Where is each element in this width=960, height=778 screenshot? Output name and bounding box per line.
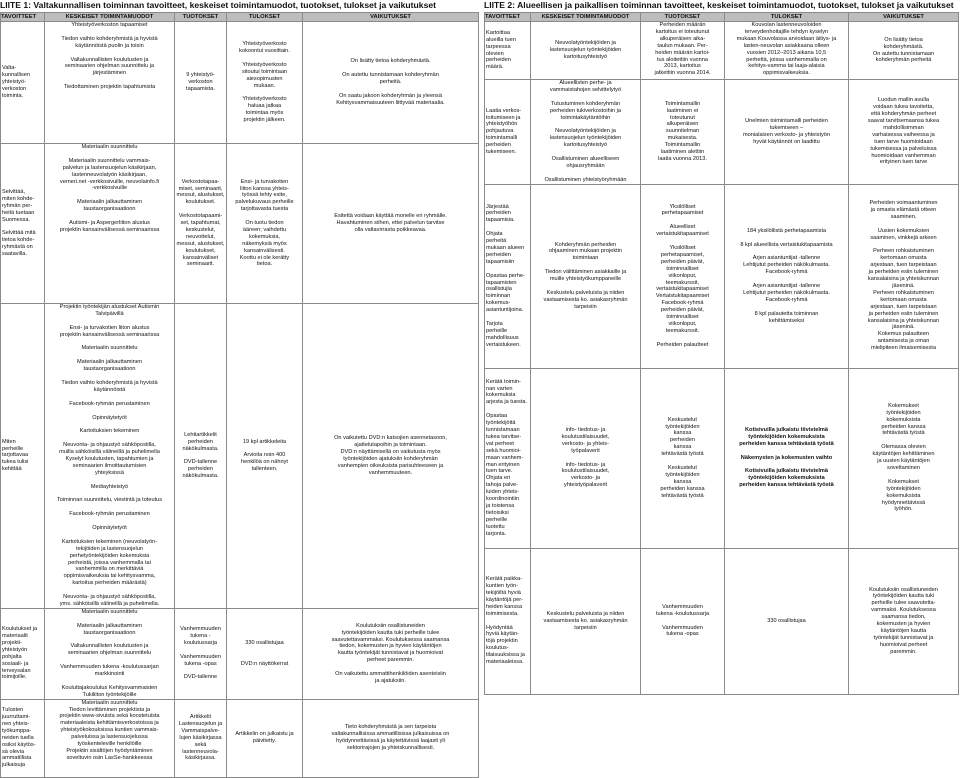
tulos-cell: 19 kpl artikkeleita Arvioita noin 400 henkilöä on nähnyt tallenteen. bbox=[227, 304, 303, 609]
table-row bbox=[1, 608, 479, 699]
toiminta-cell: Materiaalin suunnittelu Materiaalin suunnittelu vammais- palvelun ja lastensuojelun käsikirjaan, lastenneuvolatyön käsikirjaan, verneri.net -verkkosivuille, neuvolainfo.fi -verkkosivuille Materiaalin jalkauttaminen taustaorganisaatioon Autismi- ja Aspergerliiton alustus projektin kansainvälisessä seminaarissa bbox=[45, 144, 175, 304]
tavoite-cell: Järjestää perheiden tapaamisia. Ohjata perheitä mukaan alueen perheiden tapaamisiin Opastaa perhe- tapaamisten osallistujia toiminnan kokemus- asiantuntijoina. Tarjota perheille mahdollisuus vertaistukeen. bbox=[485, 184, 531, 368]
vaikutus-cell: Koulutuksiin osallistuneiden työntekijöiden kautta tuki perheille tulee saavutetta- vammaksi. Koulutuksessa saamansa tiedon, kokemusten ja hyvien käytäntöjen kautta työntekijät tunnistavat ja huomioivat perheet paremmin. bbox=[849, 548, 959, 694]
table-row bbox=[485, 368, 959, 548]
header-tulokset: TULOKSET bbox=[227, 13, 303, 22]
table-row bbox=[485, 22, 959, 80]
header-tavoitteet: TAVOITTEET bbox=[1, 13, 45, 22]
tuotos-cell: Yksilölliset perhetapaamiset Alueelliset vertaistukitapaamiset Yksilölliset perhetapaamiset, perheiden päivät, toiminnalliset viikonloput, teemakurssit, vertaistukitapaamiset Vertaistukitapaamiset Facebook-ryhmä perheiden päivät, toiminnalliset viikonloput, teemakurssit. Perheiden palautteet bbox=[641, 184, 725, 368]
toiminta-cell: Yhteistyöverkoston tapaamiset Tiedon vaihto kohderyhmistä ja hyvistä käytännöistä puolin ja toisin Valtakunnallisten koulutusten ja seminaarien ohjelman suunnittelu ja järjestäminen Tiedottaminen projektin tapahtumista bbox=[45, 22, 175, 144]
tavoite-cell: Kartoittaa alueilla tuen tarpeessa olevien perheiden määrä. bbox=[485, 22, 531, 80]
tuotos-cell: Vanhemmuuden tukena -koulutussarja Vanhemmuuden tukena -opas bbox=[641, 548, 725, 694]
header-vaikutukset: VAIKUTUKSET bbox=[303, 13, 479, 22]
appendix-2-title: LIITE 2: Alueellisen ja paikallisen toiminnan tavoitteet, keskeiset toimintamuodot, tuotokset, tulokset ja vaikutukset bbox=[484, 0, 954, 10]
vaikutus-cell: On lisätty tietoa kohderyhmästä. On autettu tunnistamaan kohderyhmän perheitä. On saatu jakoon kohderyhmän ja yleensä Kehitysvammaisuuteen liittyvää materiaalia. bbox=[303, 22, 479, 144]
table-row bbox=[1, 144, 479, 304]
appendix-2 bbox=[484, 0, 958, 695]
vaikutus-cell: Tieto kohderyhmästä ja sen tarpeista valtakunnallisissa ammatillisissa julkaisuissa on hyödynnettävissä ja käytettävissä laajasti yli sektorirajojen ja yhteiskunnallisesti. bbox=[303, 699, 479, 777]
tavoite-cell: Laatia verkos- toitumiseen ja yhteistyöhön pohjautuva toimintamalli perheiden tukemiseen. bbox=[485, 80, 531, 185]
tulos-cell: Kotisivuilla julkaistu tiivistelmä työntekijöiden kokemuksista perheiden kanssa tehtävästä työstä Näkemysten ja kokemusten vaihto Kotisivuilla julkaistu tiivistelmä työntekijöiden kokemuksista perheiden kanssa tehtävästä työstä bbox=[725, 368, 849, 548]
table-row bbox=[1, 304, 479, 609]
header-tuotokset: TUOTOKSET bbox=[175, 13, 227, 22]
tavoite-cell: Kerätä toimin- nan varten kokemuksia arjesta ja tuesta. Opastaa työntekijöitä tunnistamaan tukea tarvitse- vat perheet sekä huomioi- maan vanhem- man erityinen tuen tarve. Ohjata eri tahoja palve- luiden yhteis- koordinointiin ja toistensa tietoisiksi perheille tuotettu tarjonta. bbox=[485, 368, 531, 548]
table-row bbox=[1, 699, 479, 777]
tavoite-cell: Miten perheille tarjottavaa tukea tulisi kehittää bbox=[1, 304, 45, 609]
toiminta-cell: info- tiedotus- ja koulutustilaisuudet, verkosto- ja yhteis- työpalaverit info- tiedotus- ja koulutustilaisuudet, verkosto- ja yhteistyöpalaverit bbox=[531, 368, 641, 548]
tulos-cell: 330 osallistujaa DVD:n näyttökerrat bbox=[227, 608, 303, 699]
tulos-cell: 330 osallistujaa bbox=[725, 548, 849, 694]
vaikutus-cell: Perheiden voimaantuminen ja omasta elämästä otteen saaminen. Uusien kokemuksien saaminen, vinkkejä arkeen Perheen rohkaistuminen kertomaan omasta arjestaan, tuen tarpeistaan ja perheiden esiin tuleminen kansalaisina ja yhteiskunnan jäseninä. Perheen rohkaistuminen kertomaan omasta arjestaan, tuen tarpeistaan ja perheiden esiin tuleminen kansalaisina ja yhteiskunnan jäseninä. Kokemus palautteen antamisesta ja oman mielipiteen ilmaisemisesta bbox=[849, 184, 959, 368]
table-row bbox=[485, 184, 959, 368]
vaikutus-cell: Kokemukset työntekijöiden kokemuksista perheiden kanssa tehtävästä työstä Olemassa olevien käytäntöjen kehittäminen ja uusien käytäntöjen soveltaminen Kokemukset työntekijöiden kokemuksista hyödynnettävissä työhön. bbox=[849, 368, 959, 548]
header-row bbox=[485, 13, 959, 22]
tavoite-cell: Tulosten juurruttami- nen yhteis- työkumppa- neiden tuella osiksi käytös- sä olevia ammatillisia julkaisuja bbox=[1, 699, 45, 777]
toiminta-cell: Keskustelu palveluista ja niiden vastaamisesta ko. asiakasryhmän tarpeisiin bbox=[531, 548, 641, 694]
tulos-cell: Yhteistyöverkosto kokoontui vuosittain. Yhteistyöverkosto sitoutui toimintaan aiesopimusten mukaan. Yhteistyöverkosto haluaa jatkaa toimintaa myös projektin jälkeen. bbox=[227, 22, 303, 144]
tuotos-cell: Vanhemmuuden tukena - koulutussarja Vanhemmuuden tukena -opas DVD-tallenne bbox=[175, 608, 227, 699]
tuotos-cell: Perheiden määrän kartoitus ei toteutunut alkuperäisen aika- taulun mukaan. Per- heiden määrän kartoi- tus aloitettiin vuonna 2013, kartoitus jatkettiin vuonna 2014. bbox=[641, 22, 725, 80]
tavoite-cell: Selvittää, miten kohde- ryhmän per- heitä tuetaan Suomessa. Selvittää mitä tietoa kohde- ryhmästä on saatavilla. bbox=[1, 144, 45, 304]
tuotos-cell: Keskustelut työntekijöiden kanssa perheiden kanssa tehtävästä työstä Keskustelut työntekijöiden kanssa perheiden kanssa tehtävästä työstä bbox=[641, 368, 725, 548]
tulos-cell: Kouvolan lastenneuvoloiden terveydenhoitajille tehdyn kyselyn mukaan Kouvolassa arvioidaan äitiys- ja lasten-neuvolan asiakkaana olleen vuosien 2012–2013 aikana 10,5 perhettä, joissa vanhemmalla on kehitys-vamma tai laaja-alaisia oppimisvaikeuksia. bbox=[725, 22, 849, 80]
toiminta-cell: Kohderyhmän perheiden ohjaaminen mukaan projektin toimintaan Tiedon välittäminen asiakkaille ja muille yhteistyökumppaneille Keskustelu palveluista ja niiden vastaamisesta ko. asiakasryhmän tarpeisiin bbox=[531, 184, 641, 368]
appendix-1-title: LIITE 1: Valtakunnallisen toiminnan tavoitteet, keskeiset toimintamuodot, tuotokset, tulokset ja vaikutukset bbox=[0, 0, 436, 10]
header-tavoitteet: TAVOITTEET bbox=[485, 13, 531, 22]
vaikutus-cell: Koulutuksiin osallistuneiden työntekijöiden kautta tuki perheille tulee saavutettavammaksi. Koulutuksessa saamansa tiedon, kokemusten ja hyvien käytäntöjen kautta työntekijät tunnistavat ja huomioivat perheet paremmin. On vaikutettu ammattihenkilöiden asenteisiin ja ajatuksiin. bbox=[303, 608, 479, 699]
header-row bbox=[1, 13, 479, 22]
tuotos-cell: 9 yhteistyö- verkoston tapaamista. bbox=[175, 22, 227, 144]
toiminta-cell: Alueellisten perhe- ja vammaistahojen selvittelytyö Tutustuminen kohderyhmän perheiden tukiverkostoihin ja toimintakäytäntöihin Neuvolatyöntekijöiden ja lastensuojelun työntekijöiden kartoitusyhteistyö Osallistuminen alueelliseen ohjausryhmään Osallistuminen yhteistyöryhmään bbox=[531, 80, 641, 185]
appendix-1 bbox=[0, 0, 478, 778]
header-tuotokset: TUOTOKSET bbox=[641, 13, 725, 22]
vaikutus-cell: Esitettä voidaan käyttää monelle eri ryhmälle. Havahtuminen siihen, ettei palvelun tarvitse olla valtavirrasta poikkeavaa. bbox=[303, 144, 479, 304]
tulos-cell: 184 yksilöllistä perhetapaamista 8 kpl alueellista vertaistukitapaamista Arjen asiantuntijat -tallenne Lehtijutut perheiden näkökulmasta. Facebook-ryhmä Arjen asiantuntijat -tallenne Lehtijutut perheiden näkökulmasta. Facebook-ryhmä 8 kpl palautetta toiminnan kehittämiseksi bbox=[725, 184, 849, 368]
toiminta-cell: Projektin työntekijän alustukset Autismin Talvipäivillä Ensi- ja turvakotien liiton alustus projektin kansainvälisessä seminaarissa Materiaalin suunnittelu Materiaalin jalkauttaminen taustaorganisaatioon Tiedon vaihto kohderyhmistä ja hyvistä käytännöistä Facebook-ryhmän perustaminen Opinnäytetyöt Kartoituksien tekeminen Neuvonta- ja ohjaustyö sähköpostilla, muilla sähköisillä välineillä ja puhelimella Kyselyt koulutusten, tapahtumien ja seminaarien ilmoittautumisien yhteyksissä Mediayhteistyö Toiminnan suunnittelu, viestintä ja toteutus Facebook-ryhmän perustaminen Opinnäytetyöt Kartoituksien tekeminen (neuvolatyön- tekijöiden ja lastensuojelun perhetyöntekijöiden kokemuksia perheistä, joissa vanhemmalla tai vanhemmilla on merkittäviä oppimisvaikeuksia tai kehitysvamma, kartoitus perheiden määrästä) Neuvonta- ja ohjaustyö sähköpostilla, yms. sähköisillä välineillä ja puhelimella. bbox=[45, 304, 175, 609]
tulos-cell: Ensi- ja turvakotien liiton kanssa yhteis- työssä tehty esite, palvelukuvaus perheille tarjottavasta tuesta On tuotu tiedon ääreen; vaihdettu kokemuksia, näkemyksiä myös kansainvälisesti. Koottu ei ole kerätty tietoa. bbox=[227, 144, 303, 304]
vaikutus-cell: On lisätty tietoa kohderyhmästä. On autettu tunnistamaan kohderyhmän perheitä bbox=[849, 22, 959, 80]
tulos-cell: Artikkelin on julkaistu ja päivitetty. bbox=[227, 699, 303, 777]
table-row bbox=[485, 548, 959, 694]
header-tulokset: TULOKSET bbox=[725, 13, 849, 22]
header-toimintamuodot: KESKEISET TOIMINTAMUODOT bbox=[45, 13, 175, 22]
table-row bbox=[1, 22, 479, 144]
toiminta-cell: Materiaalin suunnittelu Tiedon levittäminen projektista ja projektin www-sivuista sekä koostetuista materiaaleista kehittämisverkostoissa ja yhteistyökokouksissa kuntien vammais- palveluissa ja lastensuojelussa työskenteleville henkilöille Projektin sisältöjen hyödyntäminen soveltuvin osin LasSe-hankkeessa bbox=[45, 699, 175, 777]
tuotos-cell: Verkostotapaa- miset, seminaarit, messut, alustukset, koulutukset. Verkostotapaami- set, tapahtumat, keskustelut, neuvottelut, messut, alustukset, koulutukset, kansainväliset seminaarit. bbox=[175, 144, 227, 304]
vaikutus-cell: Luodun mallin avulla voidaan tukea tavoitetta, että kohderyhmän perheet saavat tarvitsemaansa tukea mahdollisimman varhaisessa vaiheessa ja tuen tarve huomioidaan tukemisessa ja palveluissa huomioidaan vanhemman erityinen tuen tarve bbox=[849, 80, 959, 185]
toiminta-cell: Materiaalin suunnittelu Materiaalin jalkauttaminen taustaorganisaatioon Valtakunnallisten koulutusten ja seminaarien ohjelman suunnittelu Vanhemmuuden tukena -koulutussarjan markkinointi Kouluttajakoulutus Kehitysvammaisten Tukiliiton työntekijöille bbox=[45, 608, 175, 699]
header-toimintamuodot: KESKEISET TOIMINTAMUODOT bbox=[531, 13, 641, 22]
vaikutus-cell: On vaikutettu DVD:n katsojien asennetasoon, ajattelutapoihin ja toimintaan. DVD:n näyttämisellä on vaikutusta myös työntekijöiden ajatuksiin kohderyhmän vanhempien oikeuksista parisuhteeseen ja vanhemmuuteen. bbox=[303, 304, 479, 609]
tuotos-cell: Lehtiartikkelit perheiden näkökulmasta. DVD-tallenne perheiden näkökulmasta. bbox=[175, 304, 227, 609]
tuotos-cell: Toimintamallin laatiminen ei toteutunut alkuperäisen suunnitelman mukaisesta. Toimintamallin laatiminen alettiin laatia vuonna 2013. bbox=[641, 80, 725, 185]
tuotos-cell: Artikkelit Lastensuojelun ja Vammaispalve- lujen käsikirjassa sekä lastenneuvola- käsikirjassa. bbox=[175, 699, 227, 777]
toiminta-cell: Neuvolatyöntekijöiden ja lastensuojelun työntekijöiden kartoitusyhteistyö bbox=[531, 22, 641, 80]
tulos-cell: Unelmien toimintamalli perheiden tukemiseen – monialaisen verkosto- ja yhteistyön hyvät käytännöt on laadittu bbox=[725, 80, 849, 185]
appendix-2-table bbox=[484, 12, 959, 695]
header-vaikutukset: VAIKUTUKSET bbox=[849, 13, 959, 22]
appendix-1-table bbox=[0, 12, 479, 778]
table-row bbox=[485, 80, 959, 185]
tavoite-cell: Koulutukset ja materiaalit projekti- yhteistyön pohjalta sosiaali- ja terveysalan toimijoille. bbox=[1, 608, 45, 699]
tavoite-cell: Kerätä paikka- kuntien työn- tekijöiltä hyviä käytäntöjä per- heiden kanssa toimimisesta. Hyödyntää hyviä käytän- töjä projektin koulutus- tilaisuuksissa ja materiaaleissa. bbox=[485, 548, 531, 694]
tavoite-cell: Valta- kunnallisen yhteistyö- verkoston toiminta. bbox=[1, 22, 45, 144]
